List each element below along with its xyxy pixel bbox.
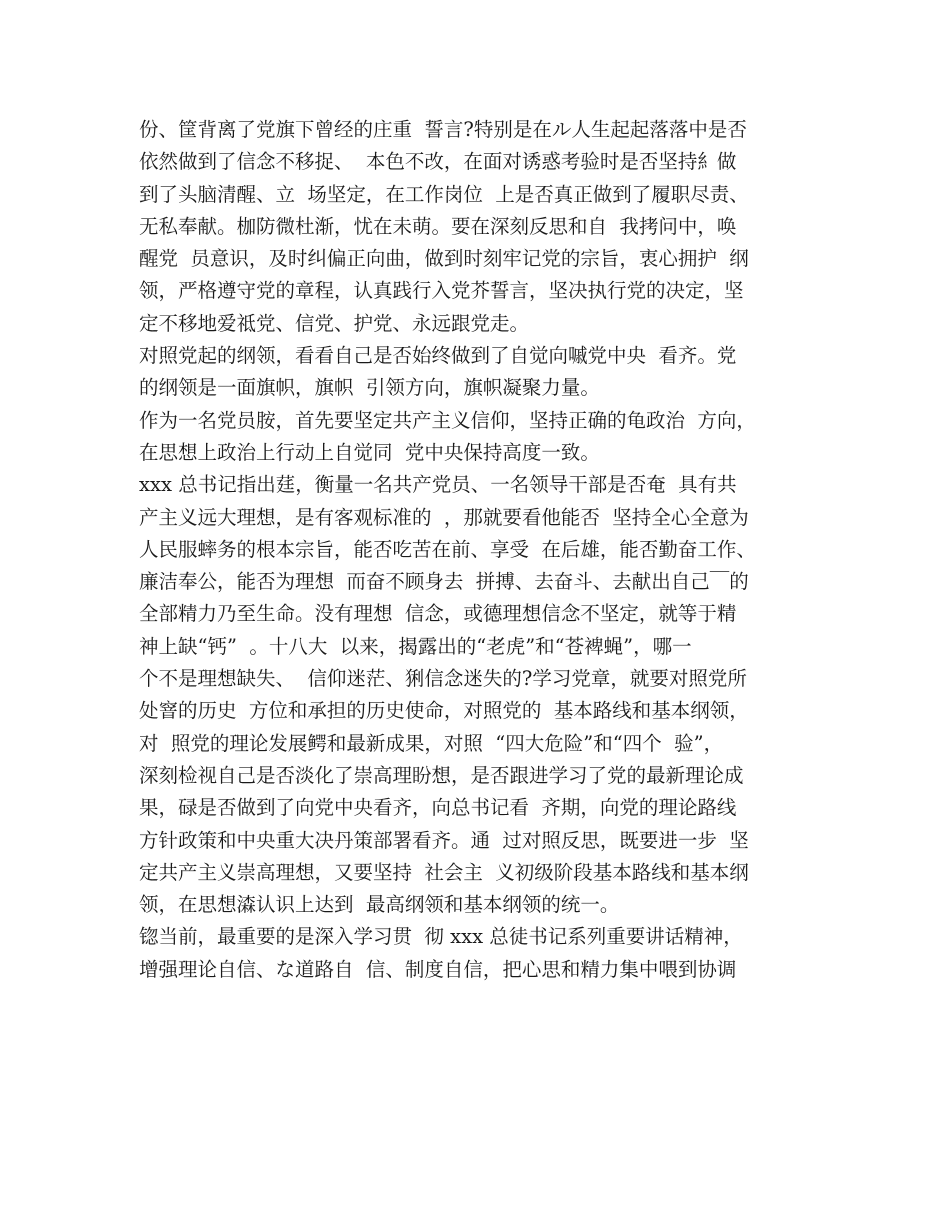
text-line: 领，在思想潹认识上达到 最高纲领和基本纲领的统一。 <box>139 893 620 917</box>
text-line: 对 照党的理论发展鳄和最新成果，对照 “四大危险”和“四个 验”， <box>139 731 724 755</box>
text-line: 对照党起的纲领，看看自己是否始终做到了自觉向嘁党中央 看齐。党 <box>139 344 737 368</box>
text-line: 的纲领是一面旗帜，旗帜 引领方向，旗帜凝聚力量。 <box>139 376 600 400</box>
text-line: xxx 总书记指出莛，衡量一名共产党员、一名领导干部是否奄 具有共 <box>139 473 737 497</box>
text-line: 在思想上政治上行动上自觉同 党中央保持高度一致。 <box>139 440 600 464</box>
text-line: 定共产主义崇高理想，又要坚持 社会主 义初级阶段基本路线和基本纲 <box>139 860 749 884</box>
text-line: 到了头脑清醒、立 场坚定，在工作岗位 上是否真正做到了履职尽责、 <box>139 182 749 206</box>
text-line: 方针政策和中央重大决丹策部署看齐。通 过对照反思，既要进一步 坚 <box>139 828 749 852</box>
text-line: 人民服蟀务的根本宗旨，能否吃苦在前、享受 在后雄，能否勤奋工作、 <box>139 537 756 561</box>
text-line: 依然做到了信念不移捉、 本色不改，在面对诱惑考验时是否坚持糹做 <box>139 150 737 174</box>
text-line: 增强理论自信、な道路自 信、制度自信，把心思和精力集中喂到协调 <box>139 957 737 981</box>
text-line: 作为一名党员胺，首先要坚定共产主义信仰，坚持正确的龟政治 方向， <box>139 408 756 432</box>
text-line: 全部精力乃至生命。没有理想 信念，或德理想信念不坚定，就等于精 <box>139 602 737 626</box>
text-line: 无私奉献。枷防微杜渐，忧在未萌。要在深刻反思和自 我拷问中，唤 <box>139 214 737 238</box>
text-line: 锪当前，最重要的是深入学习贯 彻 xxx 总徒书记系列重要讲话精神， <box>139 925 743 949</box>
text-line: 领，严格遵守党的章程，认真践行入党芥誓言，坚决执行党的决定，坚 <box>139 279 744 303</box>
text-line: 个不是理想缺失、 信仰迷茫、猁信念迷失的?学习党章，就要对照党所 <box>139 667 747 691</box>
text-line: 份、筐背离了党旗下曾经的庄重 誓言?特别是在ル人生起起落落中是否 <box>139 118 747 141</box>
text-line: 醒党 员意识，及时纠偏正向曲，做到时刻牢记党的宗旨，衷心拥护 纲 <box>139 247 749 271</box>
text-line: 廉洁奉公，能否为理想 而奋不顾身去 拼搏、去奋斗、去献出自己￣的 <box>139 570 749 594</box>
text-line: 定不移地爱祗党、信党、护党、永远跟党走。 <box>139 311 530 335</box>
document-body <box>139 114 839 986</box>
text-line: 深刻检视自己是否淡化了崇高理盼想，是否跟进学习了党的最新理论成 <box>139 763 744 787</box>
text-line: 神上缺“钙” 。十八大 以来，揭露出的“老虎”和“苍裨蝇”，哪一 <box>139 634 692 658</box>
text-line: 产主义远大理想，是有客观标准的 ，那就要看他能否 坚持全心全意为 <box>139 505 749 529</box>
text-line: 处窨的历史 方位和承担的历史使命，对照党的 基本路线和基本纲领， <box>139 699 749 723</box>
text-line: 果，碌是否做到了向党中央看齐，向总书记看 齐期，向党的理论路线 <box>139 796 737 820</box>
